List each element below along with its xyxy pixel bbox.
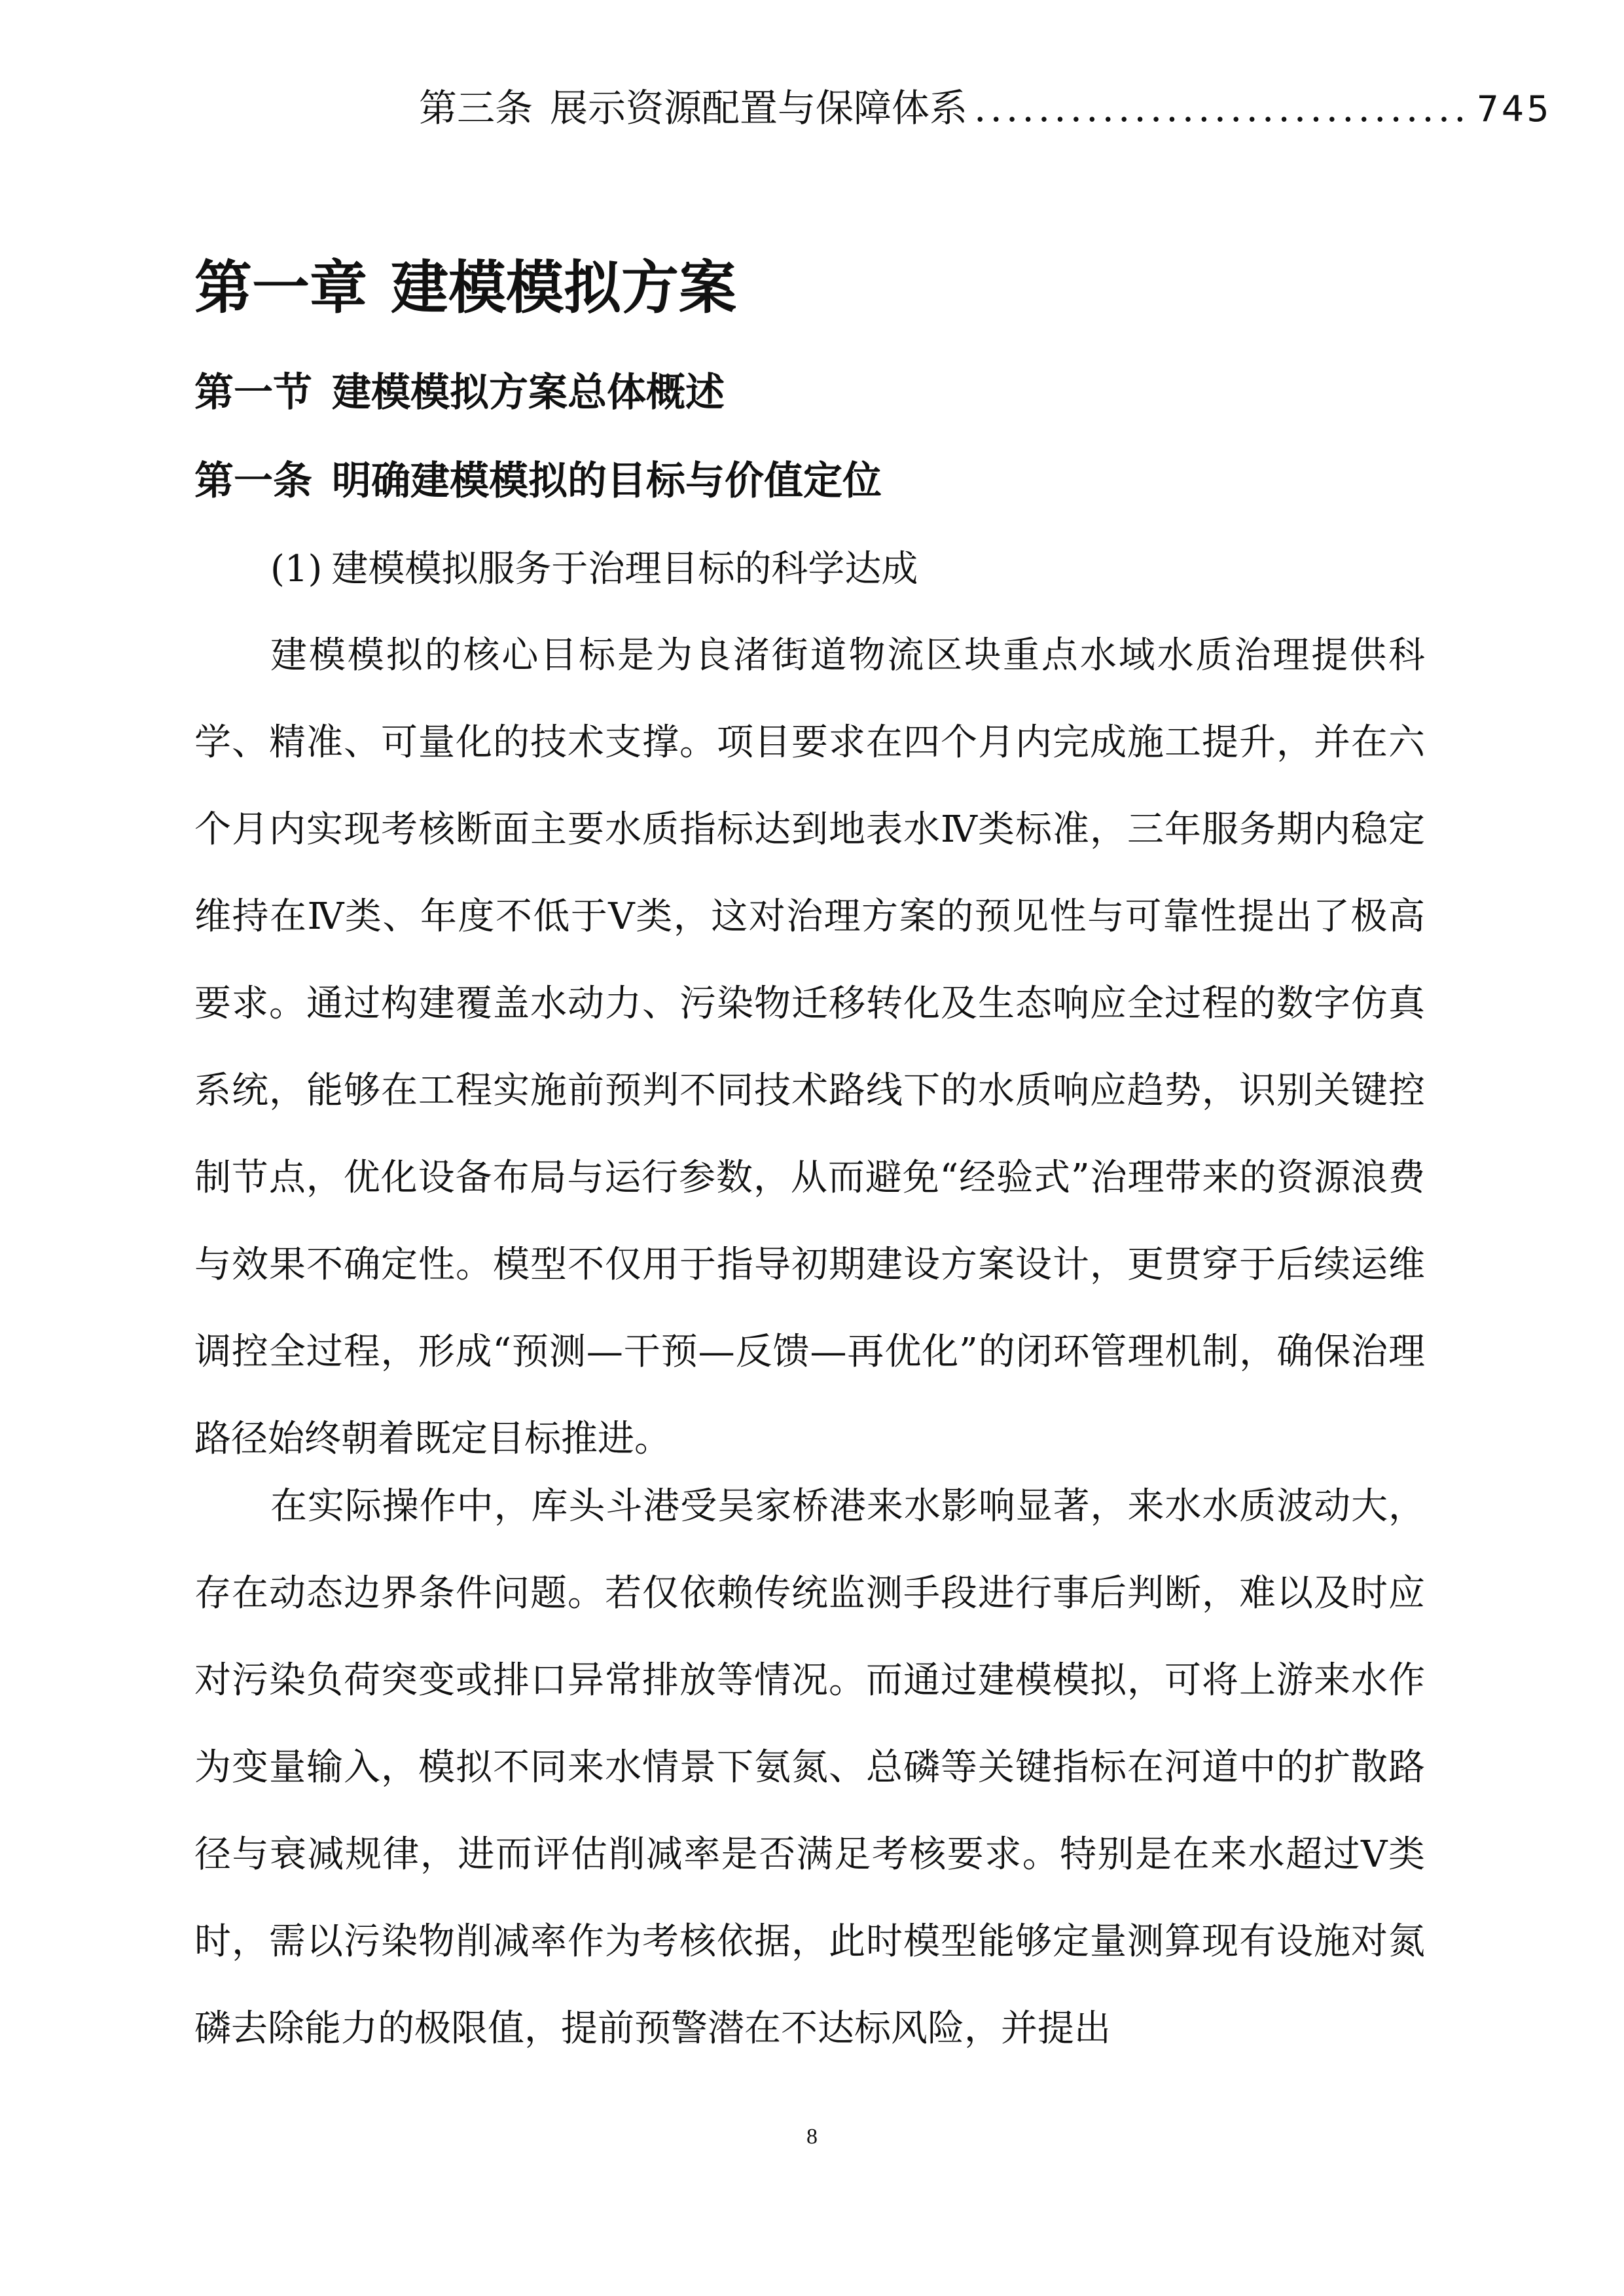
toc-entry-label: 第三条 xyxy=(419,86,533,130)
section-heading xyxy=(194,360,725,425)
chapter-title: 建模模拟方案 xyxy=(391,254,737,321)
chapter-label: 第一章 xyxy=(194,254,368,321)
article-label: 第一条 xyxy=(194,458,312,504)
article-heading xyxy=(194,448,882,514)
toc-entry[interactable] xyxy=(419,79,1552,137)
page-number: 8 xyxy=(806,2125,818,2149)
toc-entry-title: 展示资源配置与保障体系 xyxy=(550,86,968,130)
section-label: 第一节 xyxy=(194,370,312,416)
subsection-number: (1) xyxy=(270,548,323,590)
toc-entry-page: 745 xyxy=(1476,88,1552,130)
chapter-heading xyxy=(194,245,736,331)
section-title: 建模模拟方案总体概述 xyxy=(332,370,725,416)
toc-dot-leader: ............................... xyxy=(974,86,1470,130)
subsection-heading xyxy=(270,537,918,602)
body-paragraph-1: 建模模拟的核心目标是为良渚街道物流区块重点水域水质治理提供科学、精准、可量化的技术支撑。项目要求在四个月内完成施工提升，并在六个月内实现考核断面主要水质指标达到地表水Ⅳ类标准，三年服务期内稳定维持在Ⅳ类、年度不低于Ⅴ类，这对治理方案的预见性与可靠性提出了极高要求。通过构建覆盖水动力、污染物迁移转化及生态响应全过程的数字仿真系统，能够在工程实施前预判不同技术路线下的水质响应趋势，识别关键控制节点，优化设备布局与运行参数，从而避免“经验式”治理带来的资源浪费与效果不确定性。模型不仅用于指导初期建设方案设计，更贯穿于后续运维调控全过程，形成“预测—干预—反馈—再优化”的闭环管理机制，确保治理路径始终朝着既定目标推进。 xyxy=(194,634,1425,1460)
subsection-title: 建模模拟服务于治理目标的科学达成 xyxy=(331,548,918,590)
article-title: 明确建模模拟的目标与价值定位 xyxy=(332,458,882,504)
body-paragraph-2: 在实际操作中，库头斗港受吴家桥港来水影响显著，来水水质波动大，存在动态边界条件问题。若仅依赖传统监测手段进行事后判断，难以及时应对污染负荷突变或排口异常排放等情况。而通过建模模拟，可将上游来水作为变量输入，模拟不同来水情景下氨氮、总磷等关键指标在河道中的扩散路径与衰减规律，进而评估削减率是否满足考核要求。特别是在来水超过Ⅴ类时，需以污染物削减率作为考核依据，此时模型能够定量测算现有设施对氮磷去除能力的极限值，提前预警潜在不达标风险，并提出 xyxy=(194,1485,1425,2050)
